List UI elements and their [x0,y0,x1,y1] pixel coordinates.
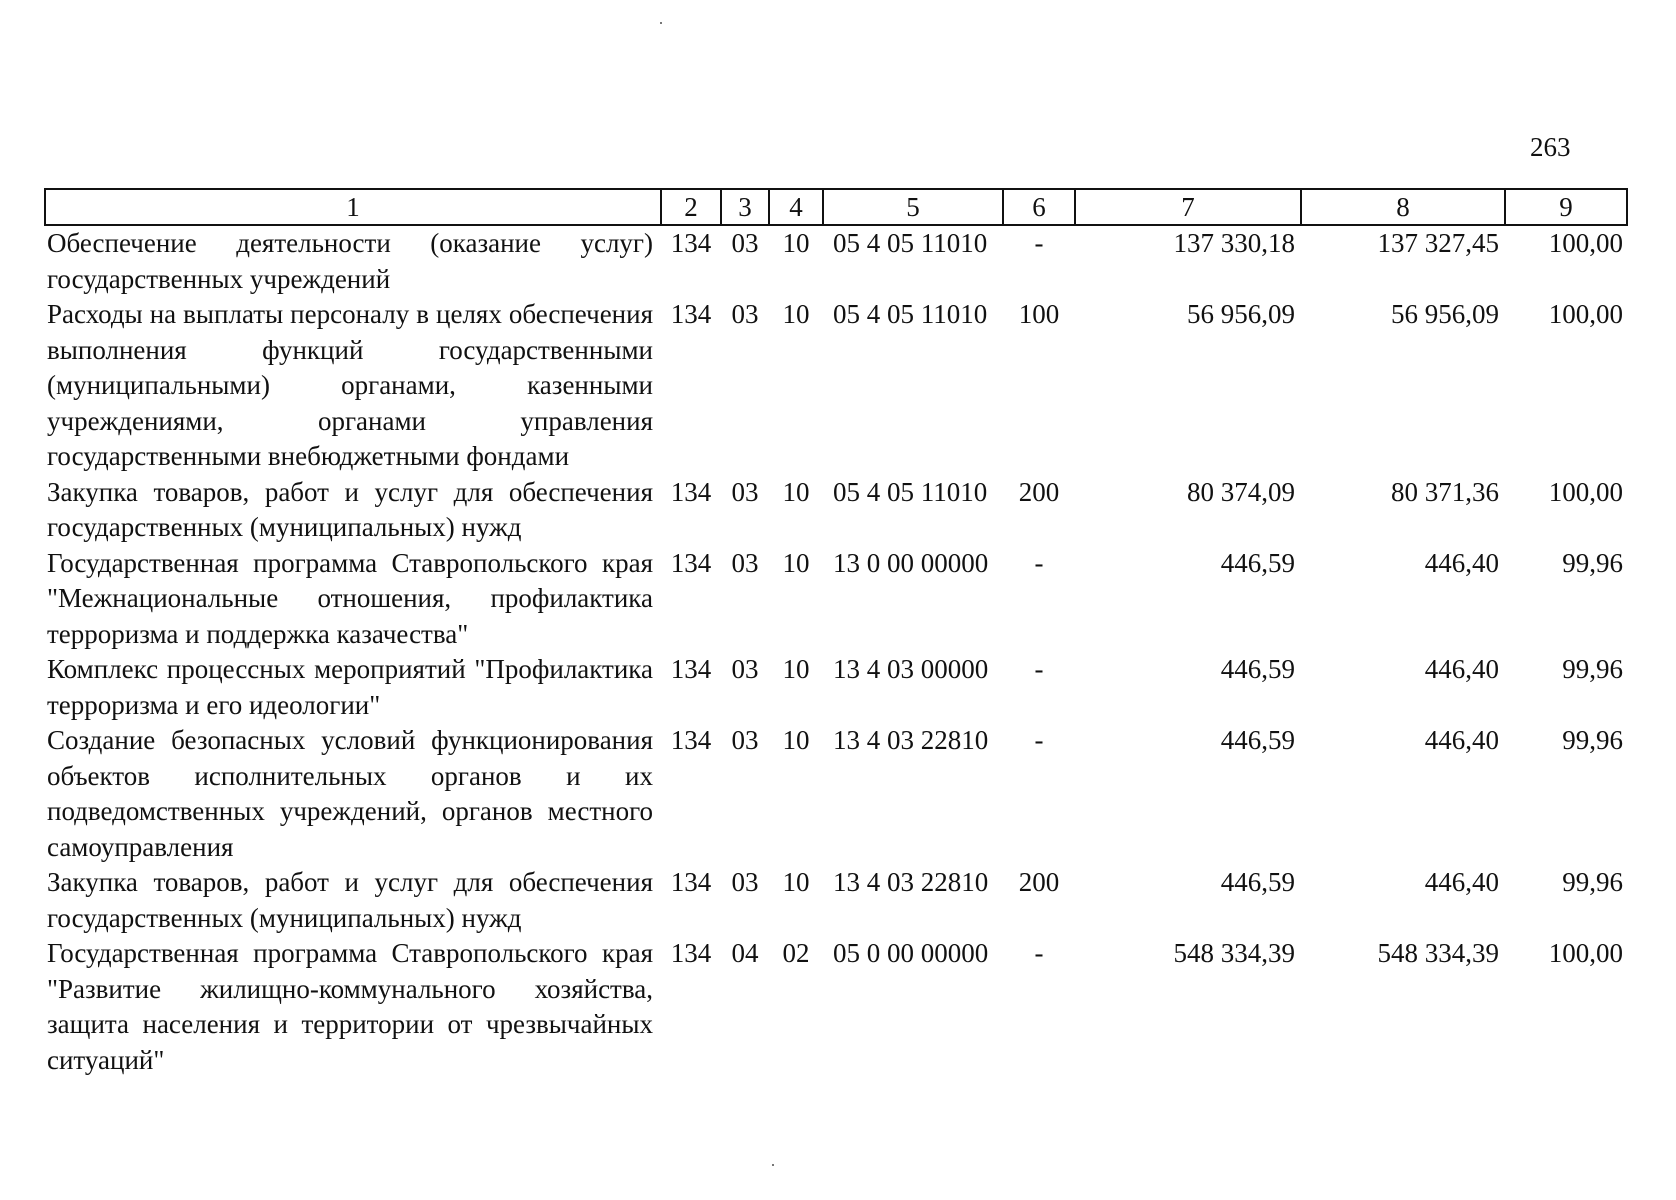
cell-col9: 100,00 [1548,299,1623,329]
budget-table [44,188,1628,1078]
cell-col5: 13 0 00 00000 [833,547,989,578]
cell-col3: 03 [731,299,759,329]
cell-col6: - [1034,938,1044,968]
cell-col8: 56 956,09 [1391,299,1499,329]
cell-col4: 10 [782,725,810,755]
cell-col6: - [1034,228,1044,258]
cell-col8: 446,40 [1424,725,1499,755]
table-row [45,723,1627,865]
cell-col2: 134 [670,654,712,684]
row-description: Создание безопасных условий функционирования объектов исполнительных органов и их подведомственных учреждений, органов местного самоуправления [47,725,653,862]
table-row [45,546,1627,653]
cell-col4: 10 [782,228,810,258]
cell-col5: 05 4 05 11010 [833,476,988,507]
column-header: 6 [1003,189,1075,225]
row-description: Расходы на выплаты персоналу в целях обеспечения выполнения функций государственными (муниципальными) органами, казенными учреждениями, органами управления государственными внебюджетными фондами [47,299,653,471]
cell-col2: 134 [670,938,712,968]
cell-col8: 548 334,39 [1377,938,1499,968]
cell-col2: 134 [670,547,712,578]
column-header: 5 [823,189,1003,225]
cell-col3: 03 [731,654,759,684]
column-header: 2 [661,189,721,225]
cell-col9: 99,96 [1562,725,1623,755]
cell-col5: 05 4 05 11010 [833,299,988,329]
cell-col7: 80 374,09 [1187,476,1295,507]
cell-col9: 100,00 [1548,938,1623,968]
cell-col9: 100,00 [1548,228,1623,258]
row-description: Закупка товаров, работ и услуг для обеспечения государственных (муниципальных) нужд [47,867,653,933]
cell-col4: 10 [782,547,810,578]
cell-col4: 10 [782,654,810,684]
cell-col5: 05 0 00 00000 [833,938,989,968]
cell-col2: 134 [670,228,712,258]
table-row [45,865,1627,936]
cell-col8: 80 371,36 [1391,476,1499,507]
table-row [45,475,1627,546]
page-number: 263 [1530,132,1571,162]
cell-col7: 446,59 [1220,867,1295,897]
cell-col4: 10 [782,299,810,329]
row-description: Комплекс процессных мероприятий "Профилактика терроризма и его идеологии" [47,654,653,720]
column-header: 3 [721,189,769,225]
cell-col3: 03 [731,476,759,507]
scan-speck [772,1164,774,1166]
column-header: 1 [45,189,661,225]
column-number-row [45,189,1627,225]
scan-speck [660,22,662,24]
cell-col6: 200 [1018,867,1060,897]
cell-col4: 02 [782,938,810,968]
table-row [45,936,1627,1078]
cell-col3: 04 [731,938,759,968]
cell-col8: 446,40 [1424,867,1499,897]
cell-col7: 548 334,39 [1173,938,1295,968]
cell-col2: 134 [670,299,712,329]
cell-col5: 13 4 03 22810 [833,867,989,897]
cell-col7: 56 956,09 [1187,299,1295,329]
cell-col7: 446,59 [1220,547,1295,578]
column-header: 4 [769,189,823,225]
cell-col6: - [1034,547,1044,578]
cell-col6: 200 [1018,476,1060,507]
cell-col7: 137 330,18 [1173,228,1295,258]
row-description: Государственная программа Ставропольского края "Развитие жилищно-коммунального хозяйства, защита населения и территории от чрезвычайных ситуаций" [47,938,653,1075]
cell-col2: 134 [670,867,712,897]
cell-col8: 137 327,45 [1377,228,1499,258]
cell-col2: 134 [670,725,712,755]
table-row [45,297,1627,475]
cell-col6: 100 [1018,299,1060,329]
cell-col3: 03 [731,228,759,258]
cell-col6: - [1034,654,1044,684]
cell-col3: 03 [731,547,759,578]
cell-col8: 446,40 [1424,547,1499,578]
column-header: 7 [1075,189,1301,225]
table-row [45,225,1627,297]
row-description: Обеспечение деятельности (оказание услуг) государственных учреждений [47,228,653,294]
cell-col8: 446,40 [1424,654,1499,684]
cell-col7: 446,59 [1220,725,1295,755]
cell-col7: 446,59 [1220,654,1295,684]
cell-col3: 03 [731,725,759,755]
cell-col5: 13 4 03 00000 [833,654,989,684]
cell-col9: 100,00 [1548,476,1623,507]
cell-col4: 10 [782,867,810,897]
column-header: 8 [1301,189,1505,225]
row-description: Закупка товаров, работ и услуг для обеспечения государственных (муниципальных) нужд [47,476,653,542]
cell-col9: 99,96 [1562,547,1623,578]
cell-col6: - [1034,725,1044,755]
cell-col4: 10 [782,476,810,507]
cell-col2: 134 [670,476,712,507]
cell-col3: 03 [731,867,759,897]
cell-col9: 99,96 [1562,867,1623,897]
cell-col5: 13 4 03 22810 [833,725,989,755]
cell-col5: 05 4 05 11010 [833,228,988,258]
table-row [45,652,1627,723]
row-description: Государственная программа Ставропольского края "Межнациональные отношения, профилактика терроризма и поддержка казачества" [47,547,653,649]
cell-col9: 99,96 [1562,654,1623,684]
column-header: 9 [1505,189,1627,225]
